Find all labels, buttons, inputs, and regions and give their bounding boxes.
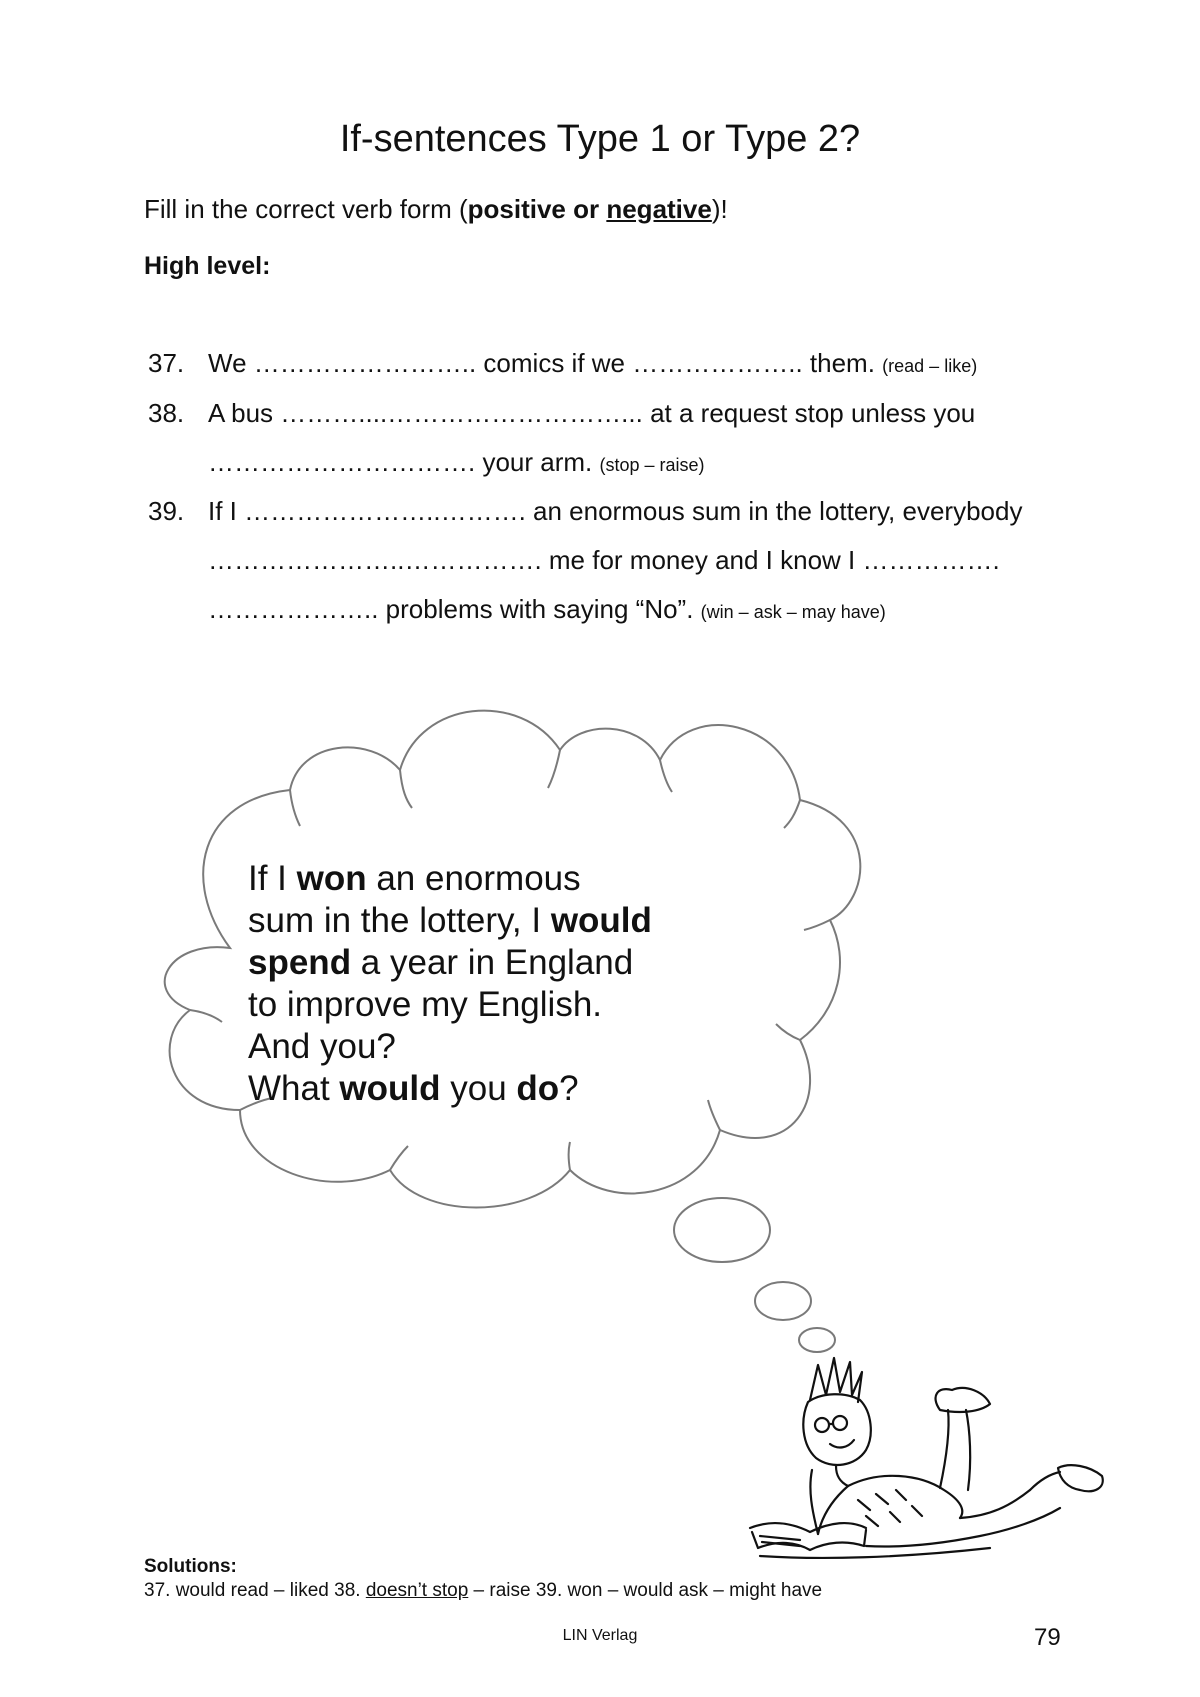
- page-number: 79: [1034, 1624, 1061, 1651]
- thought-bubble-medium: [755, 1282, 811, 1320]
- bubble-bold: do: [516, 1069, 560, 1108]
- page-title: If-sentences Type 1 or Type 2?: [339, 118, 861, 160]
- bubble-line-6: [248, 1068, 652, 1110]
- exercise-39-number: 39.: [148, 496, 185, 526]
- exercise-text: ……………….. problems with saying “No”.: [208, 594, 701, 624]
- exercise-text: …………………………. your arm.: [208, 447, 600, 477]
- bubble-bold: spend: [248, 943, 352, 982]
- bubble-text: If I: [248, 859, 297, 898]
- exercise-37-number: 37.: [148, 348, 185, 378]
- instructions-bold: positive or: [467, 194, 607, 224]
- thought-bubble-small: [799, 1328, 835, 1352]
- bubble-line-3: [248, 942, 652, 984]
- bubble-text: sum in the lottery, I: [248, 901, 551, 940]
- exercise-text: We …………………….. comics if we ……………….. them.: [208, 348, 883, 378]
- exercise-text: A bus ………....………………………... at a request stop unless you: [208, 398, 976, 428]
- exercise-38-number: 38.: [148, 398, 185, 428]
- solutions-text: [144, 1580, 822, 1602]
- exercise-hint: (win – ask – may have): [700, 602, 886, 622]
- bubble-line-5: And you?: [248, 1027, 396, 1066]
- exercise-text: …………………..……………. me for money and I know I …………….: [208, 545, 1000, 575]
- solutions-part: – raise 39. won – would ask – might have: [468, 1580, 823, 1601]
- boy-reading-icon: [750, 1358, 1103, 1558]
- solutions-underlined: doesn’t stop: [365, 1580, 469, 1601]
- level-heading: High level:: [144, 252, 271, 280]
- solutions-part: 37. would read – liked 38.: [144, 1580, 366, 1601]
- bubble-bold: won: [296, 859, 367, 898]
- solutions-heading: Solutions:: [144, 1556, 237, 1577]
- publisher-footer: LIN Verlag: [562, 1627, 638, 1644]
- thought-bubble-text: [248, 858, 652, 1110]
- instructions-text: Fill in the correct verb form (: [144, 194, 468, 224]
- instructions-end: )!: [711, 194, 728, 224]
- instructions-negative: negative: [606, 194, 712, 224]
- bubble-bold: would: [550, 901, 652, 940]
- bubble-bold: would: [339, 1069, 441, 1108]
- bubble-text: a year in England: [351, 943, 634, 982]
- exercise-hint: (read – like): [882, 356, 978, 376]
- bubble-line-1: [248, 858, 652, 900]
- bubble-text: What: [248, 1069, 340, 1108]
- bubble-text: ?: [559, 1069, 579, 1108]
- exercise-hint: (stop – raise): [599, 455, 705, 475]
- bubble-text: an enormous: [366, 859, 581, 898]
- exercise-text: If I …………………..………. an enormous sum in the lottery, everybody: [208, 496, 1023, 526]
- thought-bubble-large: [674, 1198, 770, 1262]
- bubble-line-2: [248, 900, 652, 942]
- bubble-line-4: to improve my English.: [248, 985, 603, 1024]
- bubble-text: you: [440, 1069, 517, 1108]
